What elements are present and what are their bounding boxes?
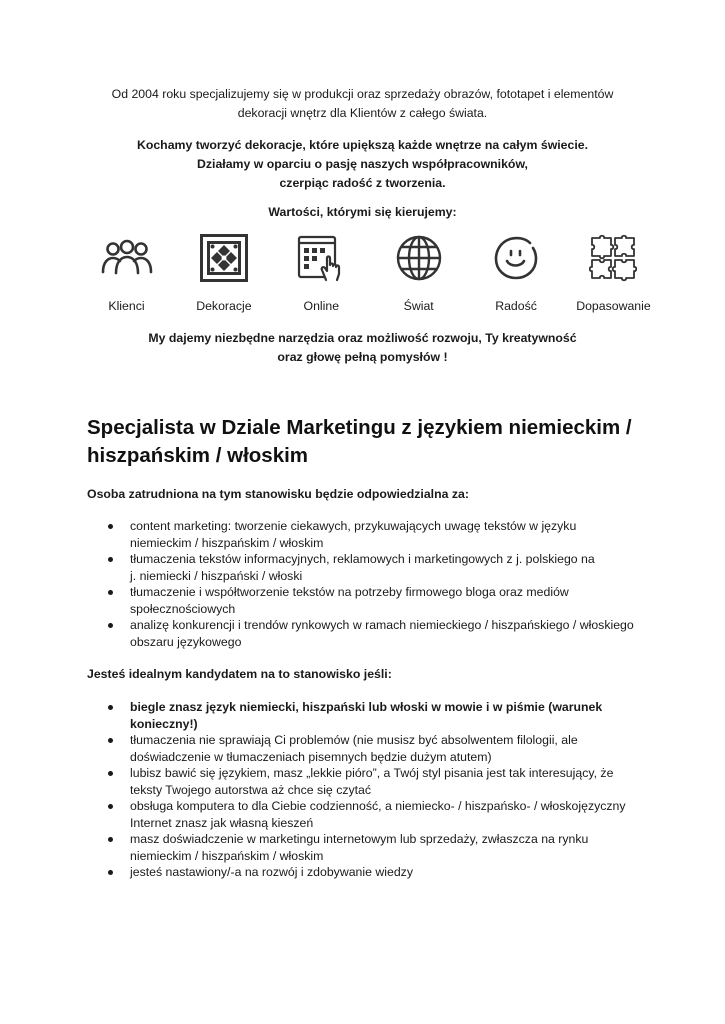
value-item [376, 232, 461, 314]
list-item-text: konieczny!) [130, 716, 198, 731]
list-item [87, 617, 647, 650]
mission-line: czerpiąc radość z tworzenia. [279, 176, 446, 190]
puzzle-icon [585, 232, 641, 284]
list-item [87, 584, 647, 617]
bullet-icon [108, 623, 113, 628]
value-label: Świat [403, 299, 434, 313]
list-item-text: analizę konkurencji i trendów rynkowych w ramach niemieckiego / hiszpańskiego / włoskiego [130, 618, 634, 632]
list-item-text: niemieckim / hiszpańskim / włoskim [130, 535, 324, 550]
value-item [181, 232, 266, 314]
globe-icon [391, 232, 447, 284]
value-label: Online [303, 299, 340, 313]
intro-text [0, 85, 725, 123]
value-label: Radość [495, 299, 537, 313]
job-title-line: Specjalista w Dziale Marketingu z językiem niemieckim / [87, 416, 632, 439]
list-item-text: teksty Twojego autorstwa aż chce się czytać [130, 782, 372, 797]
bullet-icon [108, 804, 113, 809]
value-label: Dekoracje [196, 299, 252, 313]
mission-statement [0, 136, 725, 193]
candidate-list [87, 699, 647, 881]
list-item [87, 831, 647, 864]
list-item-text: biegle znasz język niemiecki, hiszpański lub włoski w mowie i w piśmie (warunek [130, 700, 603, 714]
candidate-heading: Jesteś idealnym kandydatem na to stanowisko jeśli: [87, 667, 392, 681]
tools-line: oraz głowę pełną pomysłów ! [277, 350, 448, 364]
mission-line: Działamy w oparciu o pasję naszych współpracowników, [197, 157, 528, 171]
smile-icon [488, 232, 544, 284]
list-item-text: tłumaczenia nie sprawiają Ci problemów (nie musisz być absolwentem filologii, ale [130, 733, 578, 747]
values-icons-row [84, 232, 656, 314]
bullet-icon [108, 590, 113, 595]
bullet-icon [108, 705, 113, 710]
list-item [87, 732, 647, 765]
value-item [474, 232, 559, 314]
bullet-icon [108, 524, 113, 529]
list-item-text: masz doświadczenie w marketingu internetowym lub sprzedaży, zwłaszcza na rynku [130, 832, 589, 846]
value-label: Klienci [108, 299, 145, 313]
list-item-text: content marketing: tworzenie ciekawych, przykuwających uwagę tekstów w języku [130, 519, 577, 533]
bullet-icon [108, 738, 113, 743]
list-item [87, 798, 647, 831]
list-item-text: społecznościowych [130, 601, 236, 616]
ornament-tile-icon [196, 232, 252, 284]
list-item [87, 518, 647, 551]
list-item-text: tłumaczenie i współtworzenie tekstów na potrzeby firmowego bloga oraz mediów [130, 585, 569, 599]
list-item-text: doświadczenie w tłumaczeniach pisemnych będzie dużym atutem) [130, 749, 492, 764]
list-item [87, 551, 647, 584]
people-icon [99, 232, 155, 284]
list-item [87, 864, 647, 881]
list-item-text: Internet znasz jak własną kieszeń [130, 815, 314, 830]
job-title [87, 414, 647, 470]
list-item-text: j. niemiecki / hiszpański / włoski [130, 568, 303, 583]
tools-statement [0, 329, 725, 367]
list-item-text: jesteś nastawiony/-a na rozwój i zdobywanie wiedzy [130, 865, 413, 879]
value-item [279, 232, 364, 314]
mission-line: Kochamy tworzyć dekoracje, które upiększą każde wnętrze na całym świecie. [136, 138, 589, 152]
tools-line: My dajemy niezbędne narzędzia oraz możliwość rozwoju, Ty kreatywność [148, 331, 577, 345]
tablet-touch-icon [293, 232, 349, 284]
job-title-line: hiszpańskim / włoskim [87, 444, 309, 467]
list-item-text: tłumaczenia tekstów informacyjnych, reklamowych i marketingowych z j. polskiego na [130, 552, 595, 566]
list-item-text: obszaru językowego [130, 634, 242, 649]
bullet-icon [108, 771, 113, 776]
intro-line: dekoracji wnętrz dla Klientów z całego świata. [237, 106, 488, 120]
values-heading: Wartości, którymi się kierujemy: [268, 205, 457, 219]
list-item [87, 699, 647, 732]
bullet-icon [108, 837, 113, 842]
bullet-icon [108, 557, 113, 562]
value-label: Dopasowanie [576, 299, 651, 313]
value-item [571, 232, 656, 314]
bullet-icon [108, 870, 113, 875]
duties-list [87, 518, 647, 650]
list-item [87, 765, 647, 798]
value-item [84, 232, 169, 314]
list-item-text: niemieckim / hiszpańskim / włoskim [130, 848, 324, 863]
intro-line: Od 2004 roku specjalizujemy się w produkcji oraz sprzedaży obrazów, fototapet i elementów [111, 87, 614, 101]
list-item-text: lubisz bawić się językiem, masz „lekkie pióro”, a Twój styl pisania jest tak interesujący, że [130, 766, 614, 780]
duties-heading: Osoba zatrudniona na tym stanowisku będzie odpowiedzialna za: [87, 487, 469, 501]
list-item-text: obsługa komputera to dla Ciebie codzienność, a niemiecko- / hiszpańsko- / włoskojęzyczny [130, 799, 626, 813]
